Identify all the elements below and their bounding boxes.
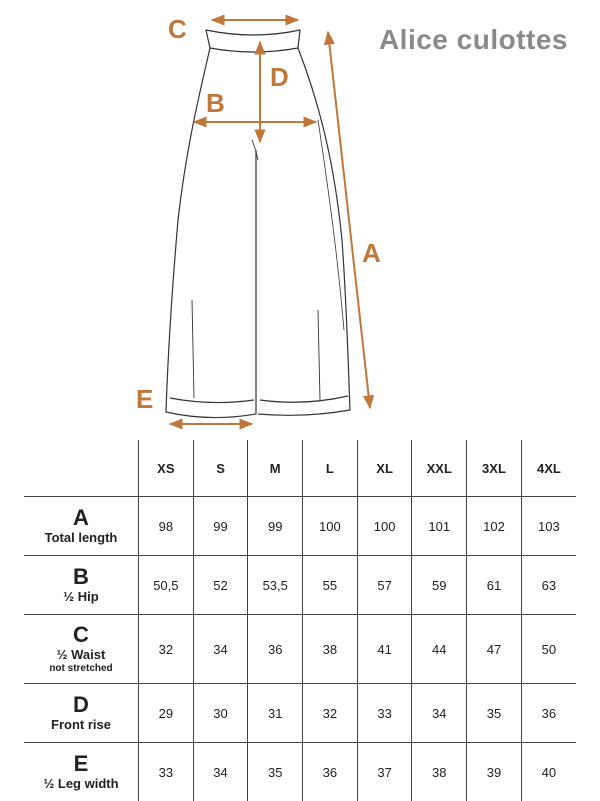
row-letter: D <box>24 693 138 717</box>
table-cell: 32 <box>303 684 358 743</box>
table-cell: 38 <box>303 615 358 684</box>
size-header: M <box>248 440 303 497</box>
row-name: ½ Leg width <box>24 776 138 792</box>
table-cell: 39 <box>467 743 522 801</box>
table-cell: 36 <box>521 684 576 743</box>
row-letter: A <box>24 506 138 530</box>
table-cell: 57 <box>357 556 412 615</box>
arrow-a <box>328 32 370 408</box>
table-cell: 101 <box>412 497 467 556</box>
size-header: L <box>303 440 358 497</box>
table-cell: 59 <box>412 556 467 615</box>
size-header-row <box>24 440 576 497</box>
table-cell: 47 <box>467 615 522 684</box>
table-cell: 44 <box>412 615 467 684</box>
row-subtitle: not stretched <box>24 663 138 675</box>
table-cell: 100 <box>303 497 358 556</box>
row-name: Front rise <box>24 717 138 733</box>
row-name: ½ Hip <box>24 589 138 605</box>
table-cell: 61 <box>467 556 522 615</box>
fold-right <box>318 310 320 400</box>
table-cell: 33 <box>357 684 412 743</box>
table-cell: 99 <box>248 497 303 556</box>
crotch-line <box>252 140 258 160</box>
table-cell: 33 <box>139 743 194 801</box>
pants-outline <box>166 30 350 418</box>
table-cell: 50 <box>521 615 576 684</box>
hem-left <box>170 398 254 403</box>
table-cell: 36 <box>248 615 303 684</box>
table-cell: 53,5 <box>248 556 303 615</box>
table-cell: 102 <box>467 497 522 556</box>
size-header: 4XL <box>521 440 576 497</box>
table-cell: 52 <box>193 556 248 615</box>
fold-left <box>192 300 194 398</box>
table-cell: 37 <box>357 743 412 801</box>
corner-cell <box>24 440 139 497</box>
table-row <box>24 684 576 743</box>
table-cell: 40 <box>521 743 576 801</box>
table-cell: 36 <box>303 743 358 801</box>
page-title: Alice culottes <box>379 24 568 56</box>
row-label <box>24 497 139 556</box>
row-name: ½ Waist <box>24 647 138 663</box>
table-cell: 55 <box>303 556 358 615</box>
table-row <box>24 497 576 556</box>
size-header: XXL <box>412 440 467 497</box>
table-cell: 100 <box>357 497 412 556</box>
table-cell: 38 <box>412 743 467 801</box>
letter-a: A <box>362 238 381 268</box>
table-cell: 30 <box>193 684 248 743</box>
waistband <box>206 30 300 52</box>
table-cell: 34 <box>412 684 467 743</box>
table-row <box>24 743 576 801</box>
row-letter: E <box>24 752 138 776</box>
table-cell: 99 <box>193 497 248 556</box>
size-header: XL <box>357 440 412 497</box>
table-cell: 32 <box>139 615 194 684</box>
row-letter: C <box>24 623 138 647</box>
row-letter: B <box>24 565 138 589</box>
table-cell: 50,5 <box>139 556 194 615</box>
table-cell: 31 <box>248 684 303 743</box>
row-label <box>24 556 139 615</box>
row-name: Total length <box>24 530 138 546</box>
table-cell: 103 <box>521 497 576 556</box>
table-cell: 35 <box>467 684 522 743</box>
table-cell: 41 <box>357 615 412 684</box>
size-header: 3XL <box>467 440 522 497</box>
row-label <box>24 615 139 684</box>
size-table <box>24 440 576 801</box>
table-cell: 29 <box>139 684 194 743</box>
letter-e: E <box>136 384 153 414</box>
row-label <box>24 684 139 743</box>
letter-c: C <box>168 14 187 44</box>
table-cell: 34 <box>193 615 248 684</box>
table-cell: 98 <box>139 497 194 556</box>
row-label <box>24 743 139 801</box>
table-cell: 35 <box>248 743 303 801</box>
size-header: S <box>193 440 248 497</box>
table-cell: 63 <box>521 556 576 615</box>
letter-b: B <box>206 88 225 118</box>
table-row <box>24 556 576 615</box>
table-row <box>24 615 576 684</box>
hem-right <box>260 396 348 402</box>
table-cell: 34 <box>193 743 248 801</box>
letter-d: D <box>270 62 289 92</box>
size-header: XS <box>139 440 194 497</box>
